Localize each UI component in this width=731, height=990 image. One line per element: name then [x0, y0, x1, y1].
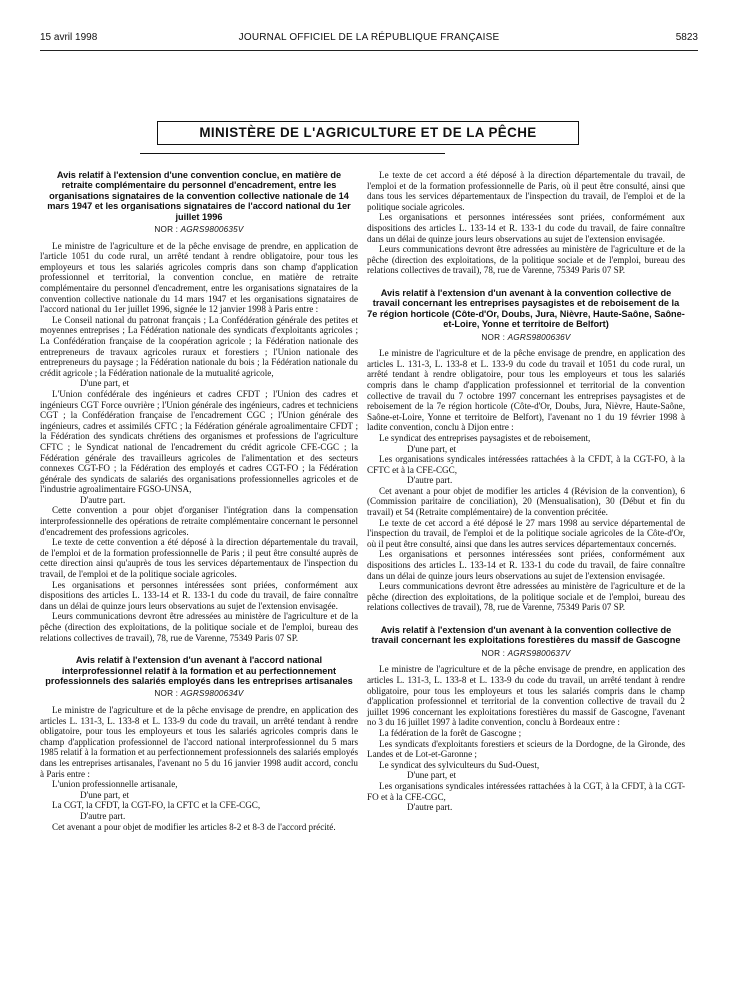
- paragraph: Le texte de cet accord a été déposé à la direction départementale du travail, de l'emploi et de la formation professionnelle de Paris, où il peut être consulté, ainsi que dans tous les services départementaux de l'inspection du travail, de l'emploi et de la politique sociale agricoles.: [367, 170, 685, 212]
- paragraph: Le syndicat des sylviculteurs du Sud-Ouest,: [379, 759, 540, 770]
- paragraph: Cet avenant a pour objet de modifier les articles 4 (Révision de la convention), 6 (Commission paritaire de conciliation), 20 (Mensualisation), 30 (Début et fin du travail) et 54 (Retraite complémentaire) de la convention précitée.: [367, 485, 685, 518]
- paragraph: L'Union confédérale des ingénieurs et cadres CFDT ; l'Union des cadres et ingénieurs CGT Force ouvrière ; l'Union générale des ingénieurs, cadres et techniciens CGT ; la Confédération française de l'encadrement CGC ; l'Union générale des ingénieurs, cadres et assimilés CFTC ; la Fédération générale agroalimentaire CFDT ; la Fédération des syndicats chrétiens des organismes et professions de l'agriculture CFTC ; le Syndicat national de l'encadrement du crédit agricole CFE-CGC ; la Fédération générale des travailleurs agricoles de l'alimentation et des secteurs connexes CGT-FO ; la Fédération des employés et cadres CGT-FO ; la Fédération générale des syndicats de salariés des organisations professionnelles agricoles et de l'industrie agroalimentaire FGSO-UNSA,: [40, 388, 358, 495]
- avis-title-forestieres: Avis relatif à l'extension d'un avenant à la convention collective de travail concernant les exploitations forestières du massif de Gascogne: [371, 625, 681, 646]
- paragraph: Le ministre de l'agriculture et de la pêche envisage de prendre, en application de l'article 1051 du code rural, un arrêté tendant à rendre obligatoire, pour tous les employeurs et tous les salariés agricoles compris dans son champ d'application professionnel et territorial, la convention conclue, en matière de retraite complémentaire du personnel d'encadrement, entre les organisations signataires de la convention collective nationale du 14 mars 1947 et les organisations signataires de l'accord national du 1er juillet 1996, signée le 12 janvier 1998 à Paris entre :: [40, 240, 358, 315]
- paragraph: Les organisations et personnes intéressées sont priées, conformément aux dispositions des articles L. 133-14 et R. 133-1 du code du travail, de faire connaître dans un délai de quinze jours leurs observations au sujet de l'extension envisagée.: [40, 579, 358, 611]
- header-date: 15 avril 1998: [40, 32, 98, 43]
- paragraph: Les organisations syndicales intéressées rattachées à la CGT, à la CFDT, à la CGT-FO et à la CFE-CGC,: [367, 780, 685, 802]
- dautre-part: D'autre part.: [80, 494, 126, 505]
- paragraph: Cette convention a pour objet d'organiser l'intégration dans la compensation interprofessionnelle des opérations de retraite complémentaire concernant le personnel d'encadrement des professions agricoles.: [40, 505, 358, 537]
- page-header: [40, 32, 698, 46]
- paragraph: Le ministre de l'agriculture et de la pêche envisage de prendre, en application des articles L. 131-3, L. 133-8 et L. 133-9 du code du travail, un arrêté tendant à rendre obligatoire, pour tous les employeurs et tous les salariés compris dans le champ d'application professionnel et territorial de la convention collective de travail du 2 juillet 1996 concernant les exploitations forestières du massif de Gascogne, l'avenant no 3 du 16 juillet 1997 à ladite convention, conclu à Bordeaux entre :: [367, 664, 685, 728]
- ministry-title: MINISTÈRE DE L'AGRICULTURE ET DE LA PÊCHE: [157, 121, 579, 145]
- paragraph: Le Conseil national du patronat français ; La Confédération générale des petites et moyennes entreprises ; La Fédération nationale des syndicats d'exploitants agricoles ; La Confédération française de la coopération agricole ; la Fédération nationale des entrepreneurs de travaux agricoles ruraux et forestiers ; l'Union nationale des entrepreneurs du paysage ; la Fédération nationale du bois ; la Fédération nationale du crédit agricole ; la Fédération nationale de la mutualité agricole,: [40, 314, 358, 378]
- header-journal-title: JOURNAL OFFICIEL DE LA RÉPUBLIQUE FRANÇAISE: [238, 32, 500, 43]
- paragraph: Leurs communications devront être adressées au ministère de l'agriculture et de la pêche (direction des exploitations, de la politique sociale et de l'emploi, bureau des relations collectives de travail), 78, rue de Varenne, 75349 Paris 07 SP.: [367, 244, 685, 276]
- nor-reference: NOR : AGRS9800637V: [481, 648, 571, 658]
- header-page-number: 5823: [675, 32, 698, 43]
- paragraph: Les syndicats d'exploitants forestiers et scieurs de la Dordogne, de la Gironde, des Landes et de Lot-et-Garonne ;: [367, 738, 685, 760]
- avis-title-artisanales: Avis relatif à l'extension d'un avenant à l'accord national interprofessionnel relatif à la formation et au perfectionnement professionnels des salariés employés dans les entreprises artisanales: [45, 655, 353, 686]
- nor-reference: NOR : AGRS9800636V: [481, 332, 571, 342]
- dautre-part: D'autre part.: [407, 802, 453, 813]
- paragraph: Le ministre de l'agriculture et de la pêche envisage de prendre, en application des articles L. 131-3, L. 133-8 et L. 133-9 du code du travail, un arrêté tendant à rendre obligatoire, pour tous les employeurs et tous les salariés agricoles compris dans le champ d'application professionnel de l'accord national interprofessionnel du 5 mars 1985 relatif à la formation et au perfectionnement professionnels des salariés employés dans les entreprises artisanales, l'avenant no 5 du 16 janvier 1998 audit accord, conclu à Paris entre :: [40, 705, 358, 779]
- dune-part: D'une part, et: [80, 789, 130, 800]
- nor-reference: NOR : AGRS9800634V: [154, 689, 244, 699]
- paragraph: Le ministre de l'agriculture et de la pêche envisage de prendre, en application des articles L. 131-3, L. 133-8 et L. 133-9 du code du travail et 1051 du code rural, un arrêté tendant à rendre obligatoire, pour tous les employeurs et tous les salariés compris dans le champ d'application professionnel et territorial de la convention collective de travail du 7 octobre 1997 concernant les entreprises paysagistes et de reboisement de la 7e région horticole (Côte-d'Or, Doubs, Jura, Nièvre, Haute-Saône, Saône-et-Loire, Yonne et territoire de Belfort), l'avenant no 1 du 19 février 1998 à ladite convention, conclu à Dijon entre :: [367, 348, 685, 433]
- paragraph: La CGT, la CFDT, la CGT-FO, la CFTC et la CFE-CGC,: [52, 800, 261, 811]
- left-column: [40, 170, 358, 832]
- paragraph: Les organisations et personnes intéressées sont priées, conformément aux dispositions des articles L. 133-14 et R. 133-1 du code du travail, de faire connaître dans un délai de quinze jours leurs observations au sujet de l'extension envisagée.: [367, 549, 685, 581]
- paragraph: L'union professionnelle artisanale,: [52, 779, 178, 790]
- dune-part: D'une part, et: [80, 378, 130, 389]
- paragraph: Le syndicat des entreprises paysagistes et de reboisement,: [379, 432, 591, 443]
- dune-part: D'une part, et: [407, 770, 457, 781]
- paragraph: Le texte de cette convention a été déposé à la direction départementale du travail, de l'emploi et de la formation professionnelle de Paris ; il peut être consulté auprès de cette direction ainsi qu'auprès de tous les services départementaux de l'inspection du travail, de l'emploi et de la politique sociale agricoles.: [40, 537, 358, 580]
- paragraph: Le texte de cet accord a été déposé le 27 mars 1998 au service départemental de l'inspection du travail, de l'emploi et de la politique sociale agricoles de la Côte-d'Or, où il peut être consulté, ainsi que dans les autres services départementaux concernés.: [367, 517, 685, 549]
- nor-reference: NOR : AGRS9800635V: [154, 225, 244, 235]
- paragraph: Leurs communications devront être adressées au ministère de l'agriculture et de la pêche (direction des exploitations, de la politique sociale et de l'emploi, bureau des relations collectives de travail), 78, rue de Varenne, 75349 Paris 07 SP.: [40, 611, 358, 643]
- ministry-divider: [140, 153, 445, 154]
- paragraph: Cet avenant a pour objet de modifier les articles 8-2 et 8-3 de l'accord précité.: [52, 821, 336, 832]
- dune-part: D'une part, et: [407, 443, 457, 454]
- paragraph: La fédération de la forêt de Gascogne ;: [379, 727, 522, 738]
- dautre-part: D'autre part.: [80, 810, 126, 821]
- avis-title-retraite: Avis relatif à l'extension d'une convention conclue, en matière de retraite complémentaire du personnel d'encadrement, entre les organisations signataires de la convention collective nationale de 14 mars 1947 et les organisations signataires de l'accord national du 1er juillet 1996: [47, 170, 351, 222]
- dautre-part: D'autre part.: [407, 475, 453, 486]
- right-column: [367, 170, 685, 813]
- avis-title-paysagistes: Avis relatif à l'extension d'un avenant à la convention collective de travail concernant les entreprises paysagistes et de reboisement de la 7e région horticole (Côte-d'Or, Doubs, Jura, Nièvre, Haute-Saône, Saône-et-Loire, Yonne et territoire de Belfort): [367, 287, 685, 330]
- paragraph: Les organisations syndicales intéressées rattachées à la CFDT, à la CGT-FO, à la CFTC et à la CFE-CGC,: [367, 454, 685, 475]
- paragraph: Les organisations et personnes intéressées sont priées, conformément aux dispositions des articles L. 133-14 et R. 133-1 du code du travail, de faire connaître dans un délai de quinze jours leurs observations au sujet de l'extension envisagée.: [367, 212, 685, 244]
- paragraph: Leurs communications devront être adressées au ministère de l'agriculture et de la pêche (direction des exploitations, de la politique sociale et de l'emploi, bureau des relations collectives de travail), 78, rue de Varenne, 75349 Paris 07 SP.: [367, 581, 685, 613]
- header-divider: [40, 50, 698, 51]
